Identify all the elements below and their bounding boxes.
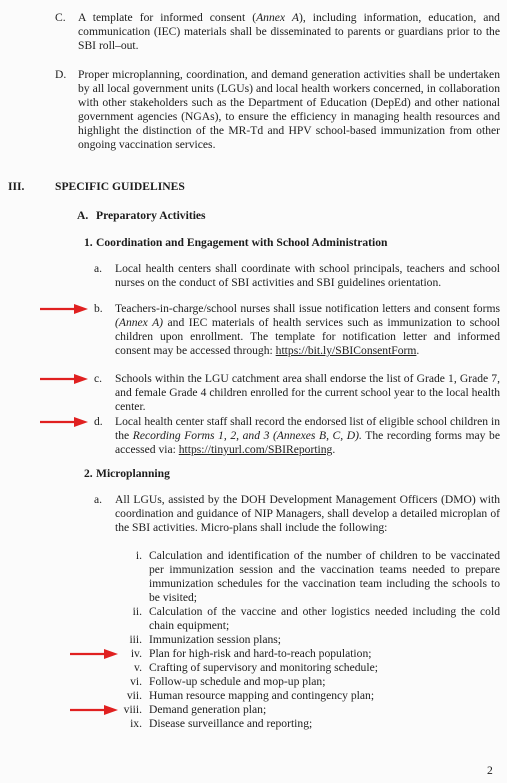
list-item: Demand generation plan; bbox=[149, 703, 267, 716]
list-item-number: i. bbox=[135, 549, 142, 562]
recording-forms-ref: Recording Forms 1, 2, and 3 (Annexes B, C, D). bbox=[132, 429, 362, 443]
section-d-label: D. bbox=[55, 68, 67, 81]
red-arrow-icon bbox=[68, 647, 120, 661]
preparatory-heading: Preparatory Activities bbox=[96, 209, 206, 222]
list-item: Follow-up schedule and mop-up plan; bbox=[149, 675, 326, 688]
list-item: Calculation of the vaccine and other logistics needed including the cold chain equipment; bbox=[149, 605, 500, 633]
list-item-number: viii. bbox=[123, 703, 142, 716]
section-c-label: C. bbox=[55, 11, 66, 24]
list-item-number: ii. bbox=[132, 605, 142, 618]
list-item: Crafting of supervisory and monitoring schedule; bbox=[149, 661, 378, 674]
list-item: Immunization session plans; bbox=[149, 633, 282, 646]
section-iii-numeral: III. bbox=[8, 180, 25, 193]
list-item-number: iii. bbox=[129, 633, 142, 646]
micro-a-label: a. bbox=[94, 493, 103, 506]
list-item-number: iv. bbox=[130, 647, 142, 660]
coord-b-text: Teachers-in-charge/school nurses shall issue notification letters and consent forms (Annex A) and IEC materials of health services such as immunization to school children upon enrollment. The template for notification letter and informed consent may be accessed through: https://bit.ly/SBIConsentForm. bbox=[115, 302, 500, 358]
red-arrow-icon bbox=[68, 703, 120, 717]
coord-b-label: b. bbox=[94, 302, 103, 315]
micro-a-text: All LGUs, assisted by the DOH Development Management Officers (DMO) with coordination and guidance of NIP Managers, shall develop a detailed microplan of the SBI activities. Micro-plans shall include the following: bbox=[115, 493, 500, 535]
coord-d-text: Local health center staff shall record the endorsed list of eligible school children in the Recording Forms 1, 2, and 3 (Annexes B, C, D). The recording forms may be accessed via: https://tinyurl.com/SBIReporting. bbox=[115, 415, 500, 457]
list-item-number: vii. bbox=[126, 689, 142, 702]
list-item-number: v. bbox=[134, 661, 142, 674]
coordination-label: 1. bbox=[84, 236, 93, 249]
list-item: Plan for high-risk and hard-to-reach population; bbox=[149, 647, 372, 660]
annex-a-ref: (Annex A) bbox=[115, 316, 164, 330]
preparatory-label: A. bbox=[77, 209, 89, 222]
section-c-text: A template for informed consent (Annex A), including information, education, and communication (IEC) materials shall be disseminated to parents or guardians prior to the SBI roll–out. bbox=[78, 11, 500, 53]
coord-a-text: Local health centers shall coordinate with school principals, teachers and school nurses on the conduct of SBI activities and SBI guidelines orientation. bbox=[115, 262, 500, 290]
section-iii-heading: SPECIFIC GUIDELINES bbox=[55, 180, 185, 193]
microplanning-label: 2. bbox=[84, 467, 93, 480]
page-number: 2 bbox=[487, 764, 493, 777]
coord-c-text: Schools within the LGU catchment area shall endorse the list of Grade 1, Grade 7, and female Grade 4 children enrolled for the current school year to the local health center. bbox=[115, 372, 500, 414]
coord-c-label: c. bbox=[94, 372, 103, 385]
microplanning-heading: Microplanning bbox=[96, 467, 170, 480]
red-arrow-icon bbox=[38, 302, 90, 316]
list-item: Human resource mapping and contingency plan; bbox=[149, 689, 375, 702]
list-item: Calculation and identification of the number of children to be vaccinated per immunization session and the vaccination teams needed to prepare immunization schedules for the vaccination team including the schools to be visited; bbox=[149, 549, 500, 605]
annex-a-ref: Annex A bbox=[256, 11, 299, 24]
list-item-number: ix. bbox=[130, 717, 142, 730]
list-item-number: vi. bbox=[130, 675, 142, 688]
list-item: Disease surveillance and reporting; bbox=[149, 717, 313, 730]
section-d-text: Proper microplanning, coordination, and demand generation activities shall be undertaken by all local government units (LGUs) and local health workers concerned, in collaboration with other stakeholders such as the Department of Education (DepEd) and other national government agencies (NGAs), to ensure the efficiency in managing health resources and highlight the distinction of the MR-Td and HPV school-based immunization from other ongoing vaccination services. bbox=[78, 68, 500, 152]
coordination-heading: Coordination and Engagement with School Administration bbox=[96, 236, 388, 249]
reporting-link[interactable]: https://tinyurl.com/SBIReporting bbox=[178, 443, 333, 457]
consent-form-link[interactable]: https://bit.ly/SBIConsentForm bbox=[275, 344, 417, 358]
coord-a-label: a. bbox=[94, 262, 103, 275]
red-arrow-icon bbox=[38, 372, 90, 386]
coord-d-label: d. bbox=[94, 415, 103, 428]
red-arrow-icon bbox=[38, 415, 90, 429]
